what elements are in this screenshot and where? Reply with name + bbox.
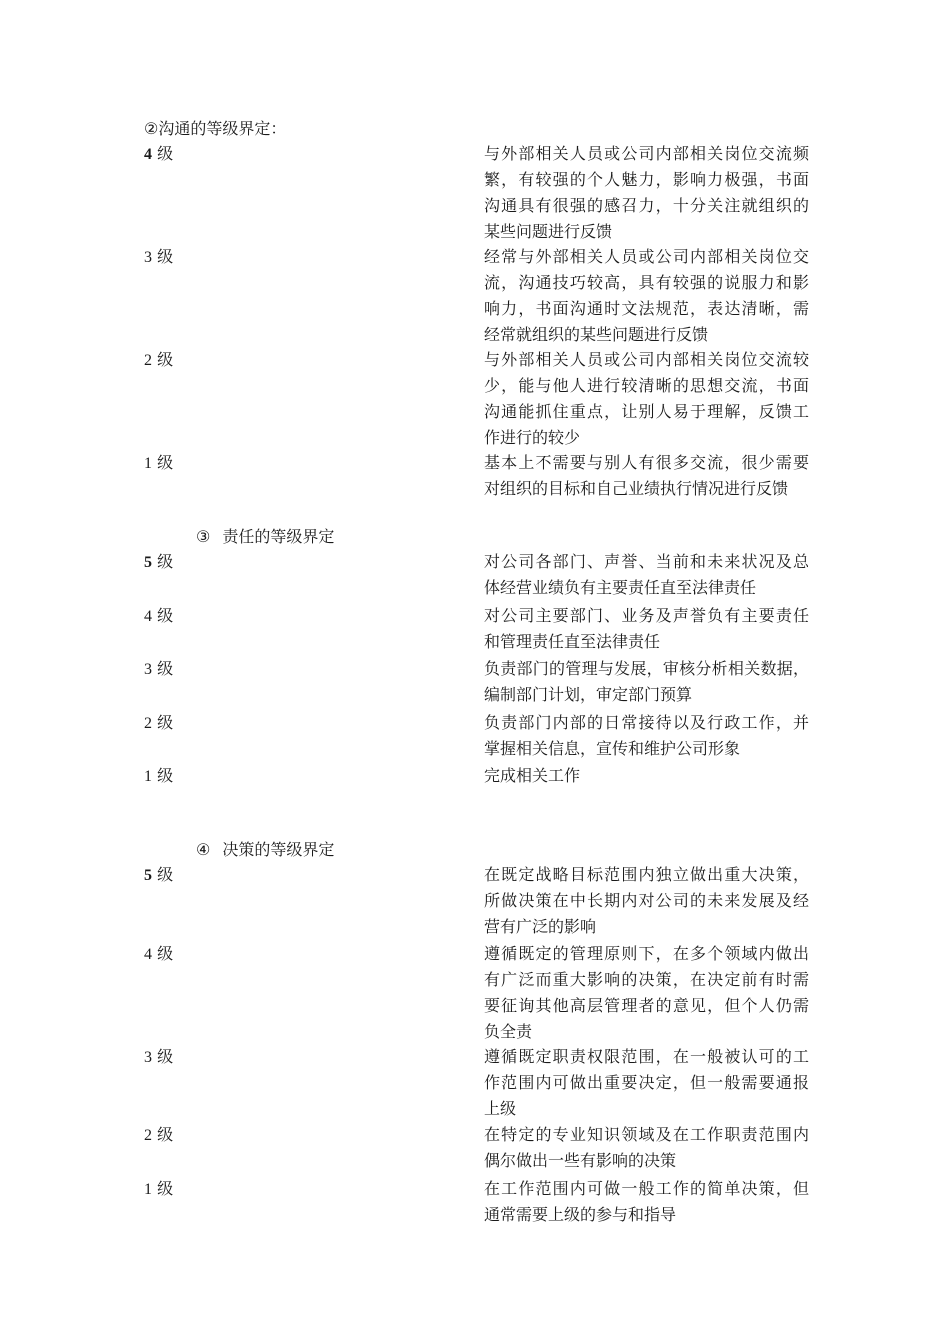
level-label: 3 级 — [144, 659, 174, 678]
level-description: 在特定的专业知识领域及在工作职责范围内 偶尔做出一些有影响的决策 — [484, 1125, 809, 1170]
level-label: 2 级 — [144, 713, 174, 732]
level-description: 负责部门内部的日常接待以及行政工作，并 掌握相关信息，宣传和维护公司形象 — [484, 713, 809, 758]
level-description: 在既定战略目标范围内独立做出重大决策， 所做决策在中长期内对公司的未来发展及经 营有广泛的影响 — [484, 865, 809, 936]
level-label: 4 级 — [144, 144, 174, 163]
section-title: 决策的等级界定 — [222, 840, 335, 859]
section-title: 责任的等级界定 — [222, 527, 335, 546]
level-label: 2 级 — [144, 1125, 174, 1144]
level-label: 1 级 — [144, 453, 174, 472]
section-marker: ④ — [196, 840, 211, 859]
level-label: 3 级 — [144, 1047, 174, 1066]
level-label: 4 级 — [144, 606, 174, 625]
level-description: 遵循既定职责权限范围，在一般被认可的工 作范围内可做出重要决定，但一般需要通报 上级 — [484, 1047, 809, 1118]
level-description: 基本上不需要与别人有很多交流，很少需要 对组织的目标和自己业绩执行情况进行反馈 — [484, 453, 809, 498]
level-description: 与外部相关人员或公司内部相关岗位交流较 少，能与他人进行较清晰的思想交流，书面 沟通能抓住重点，让别人易于理解，反馈工 作进行的较少 — [484, 350, 809, 447]
section-marker: ③ — [196, 527, 211, 546]
level-label: 5 级 — [144, 552, 174, 571]
level-description: 完成相关工作 — [484, 766, 581, 785]
level-label: 3 级 — [144, 247, 174, 266]
section-heading-responsibility — [196, 525, 334, 549]
level-label: 4 级 — [144, 944, 174, 963]
level-label: 5 级 — [144, 865, 174, 884]
section-heading-decision — [196, 838, 334, 862]
level-description: 经常与外部相关人员或公司内部相关岗位交 流，沟通技巧较高，具有较强的说服力和影 响力，书面沟通时文法规范，表达清晰，需 经常就组织的某些问题进行反馈 — [484, 247, 809, 344]
section-heading-communication — [144, 117, 286, 141]
level-label: 1 级 — [144, 766, 174, 785]
level-description: 负责部门的管理与发展，审核分析相关数据， 编制部门计划，审定部门预算 — [484, 659, 809, 704]
level-label: 1 级 — [144, 1179, 174, 1198]
section-title: 沟通的等级界定： — [158, 119, 287, 138]
level-description: 在工作范围内可做一般工作的简单决策，但 通常需要上级的参与和指导 — [484, 1179, 809, 1224]
level-description: 对公司主要部门、业务及声誉负有主要责任 和管理责任直至法律责任 — [484, 606, 809, 651]
level-description: 遵循既定的管理原则下，在多个领域内做出 有广泛而重大影响的决策，在决定前有时需 要征询其他高层管理者的意见，但个人仍需 负全责 — [484, 944, 809, 1041]
section-marker: ② — [144, 119, 159, 138]
level-description: 对公司各部门、声誉、当前和未来状况及总 体经营业绩负有主要责任直至法律责任 — [484, 552, 809, 597]
level-description: 与外部相关人员或公司内部相关岗位交流频 繁，有较强的个人魅力，影响力极强，书面 沟通具有很强的感召力，十分关注就组织的 某些问题进行反馈 — [484, 144, 809, 241]
level-label: 2 级 — [144, 350, 174, 369]
